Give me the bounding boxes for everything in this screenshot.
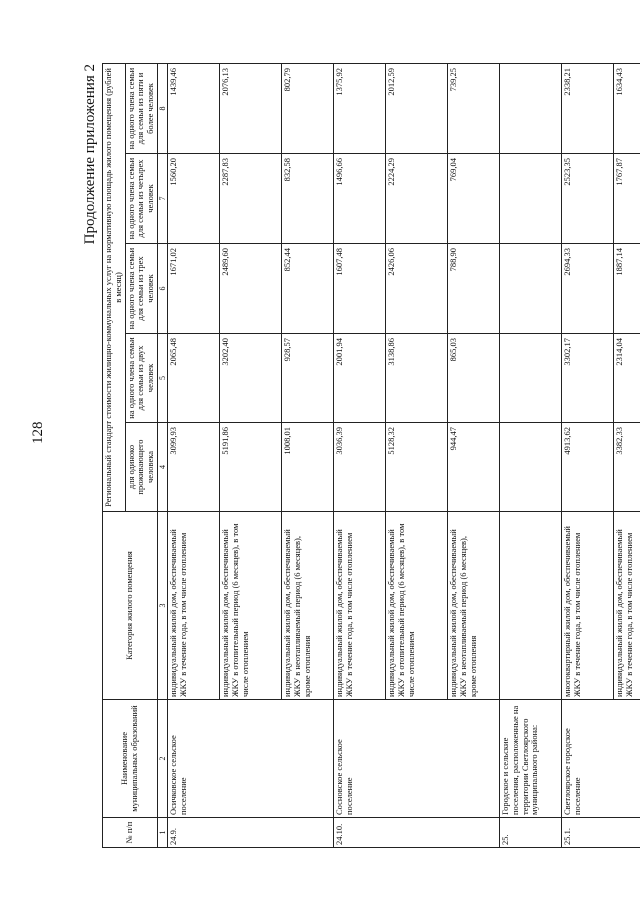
col-index: 6 bbox=[157, 244, 167, 334]
row-value: 2489,60 bbox=[220, 244, 282, 334]
row-value: 2012,59 bbox=[386, 63, 448, 153]
header-name: Наименование муниципальных образований bbox=[103, 700, 158, 818]
header-row-1 bbox=[103, 63, 126, 847]
row-value: 3302,17 bbox=[562, 334, 614, 423]
row-value: 1887,14 bbox=[614, 244, 640, 334]
page-number: 128 bbox=[30, 421, 46, 444]
header-no: № п/п bbox=[103, 818, 158, 848]
row-value bbox=[500, 334, 562, 423]
col-index: 3 bbox=[157, 512, 167, 700]
col-index: 5 bbox=[157, 334, 167, 423]
row-no: 25.1. bbox=[562, 818, 640, 848]
row-value bbox=[500, 423, 562, 512]
row-value: 2065,48 bbox=[168, 334, 220, 423]
row-value: 3138,86 bbox=[386, 334, 448, 423]
row-category bbox=[500, 512, 562, 700]
tariff-table bbox=[102, 63, 640, 848]
row-value: 2338,21 bbox=[562, 63, 614, 153]
row-value: 769,04 bbox=[448, 154, 500, 244]
row-value: 788,90 bbox=[448, 244, 500, 334]
row-name: Городское и сельские поселения, расположенные на территории Светлоярского муниципального района: bbox=[500, 700, 562, 818]
row-value: 1008,01 bbox=[282, 423, 334, 512]
row-value: 1767,87 bbox=[614, 154, 640, 244]
row-value: 2001,94 bbox=[334, 334, 386, 423]
row-value bbox=[500, 154, 562, 244]
row-value: 2426,06 bbox=[386, 244, 448, 334]
header-sub-1: для одиноко проживающего человека bbox=[125, 423, 157, 512]
table-row bbox=[562, 63, 614, 847]
row-value: 2287,83 bbox=[220, 154, 282, 244]
row-value: 928,57 bbox=[282, 334, 334, 423]
row-category: многоквартирный жилой дом, обеспечиваемый ЖКУ в течение года, в том числе отоплением bbox=[562, 512, 614, 700]
row-value: 1496,66 bbox=[334, 154, 386, 244]
header-index-row bbox=[157, 63, 167, 847]
row-value: 739,25 bbox=[448, 63, 500, 153]
row-no: 24.10. bbox=[334, 818, 500, 848]
row-value: 2224,29 bbox=[386, 154, 448, 244]
row-value: 865,03 bbox=[448, 334, 500, 423]
col-index: 7 bbox=[157, 154, 167, 244]
row-value: 3202,40 bbox=[220, 334, 282, 423]
table-row bbox=[168, 63, 220, 847]
header-sub-2: на одного члена семьи для семьи из двух человек bbox=[125, 334, 157, 423]
row-category: индивидуальный жилой дом, обеспечиваемый ЖКУ в течение года, в том числе отоплением bbox=[168, 512, 220, 700]
row-value: 2694,33 bbox=[562, 244, 614, 334]
col-index: 8 bbox=[157, 63, 167, 153]
row-no: 25. bbox=[500, 818, 562, 848]
row-no: 24.9. bbox=[168, 818, 334, 848]
row-value: 5128,32 bbox=[386, 423, 448, 512]
row-value: 1560,20 bbox=[168, 154, 220, 244]
continuation-label: Продолжение приложения 2 bbox=[82, 64, 98, 245]
table-row-group bbox=[500, 63, 562, 847]
header-sub-4: на одного члена семьи для семьи из четырех человек bbox=[125, 154, 157, 244]
row-value: 1634,43 bbox=[614, 63, 640, 153]
row-value: 1607,48 bbox=[334, 244, 386, 334]
col-index: 2 bbox=[157, 700, 167, 818]
row-value: 2314,04 bbox=[614, 334, 640, 423]
row-value bbox=[500, 63, 562, 153]
header-group: Региональный стандарт стоимости жилищно-коммунальных услуг на нормативную площадь жилого помещения (рублей в месяц) bbox=[103, 63, 126, 511]
row-value: 3099,93 bbox=[168, 423, 220, 512]
col-index: 1 bbox=[157, 818, 167, 848]
row-category: индивидуальный жилой дом, обеспечиваемый ЖКУ в отопительный период (6 месяцев), в том числе отоплением bbox=[220, 512, 282, 700]
row-name: Осичковское сельское поселение bbox=[168, 700, 334, 818]
row-category: индивидуальный жилой дом, обеспечиваемый ЖКУ в отопительный период (6 месяцев), в том числе отоплением bbox=[386, 512, 448, 700]
row-value: 4913,62 bbox=[562, 423, 614, 512]
row-value: 944,47 bbox=[448, 423, 500, 512]
row-value: 802,79 bbox=[282, 63, 334, 153]
rotated-page bbox=[82, 64, 634, 848]
row-name: Сосновское сельское поселение bbox=[334, 700, 500, 818]
row-value: 832,58 bbox=[282, 154, 334, 244]
row-category: индивидуальный жилой дом, обеспечиваемый ЖКУ в неотапливаемый период (6 месяцев), кроме отопления bbox=[448, 512, 500, 700]
row-value: 2076,13 bbox=[220, 63, 282, 153]
row-value: 5191,86 bbox=[220, 423, 282, 512]
row-value: 852,44 bbox=[282, 244, 334, 334]
row-value bbox=[500, 244, 562, 334]
col-index: 4 bbox=[157, 423, 167, 512]
header-category: Категория жилого помещения bbox=[103, 512, 158, 700]
row-value: 1439,46 bbox=[168, 63, 220, 153]
row-value: 3036,39 bbox=[334, 423, 386, 512]
row-value: 1375,92 bbox=[334, 63, 386, 153]
row-value: 3382,33 bbox=[614, 423, 640, 512]
header-sub-5: на одного члена семьи для семьи из пяти и более человек bbox=[125, 63, 157, 153]
row-category: индивидуальный жилой дом, обеспечиваемый ЖКУ в течение года, в том числе отоплением bbox=[334, 512, 386, 700]
row-name: Светлоярское городское поселение bbox=[562, 700, 640, 818]
row-value: 1671,02 bbox=[168, 244, 220, 334]
row-category: индивидуальный жилой дом, обеспечиваемый ЖКУ в течение года, в том числе отоплением bbox=[614, 512, 640, 700]
table-row bbox=[334, 63, 386, 847]
row-value: 2523,35 bbox=[562, 154, 614, 244]
header-sub-3: на одного члена семьи для семьи из трех человек bbox=[125, 244, 157, 334]
row-category: индивидуальный жилой дом, обеспечиваемый ЖКУ в неотапливаемый период (6 месяцев), кроме отопления bbox=[282, 512, 334, 700]
